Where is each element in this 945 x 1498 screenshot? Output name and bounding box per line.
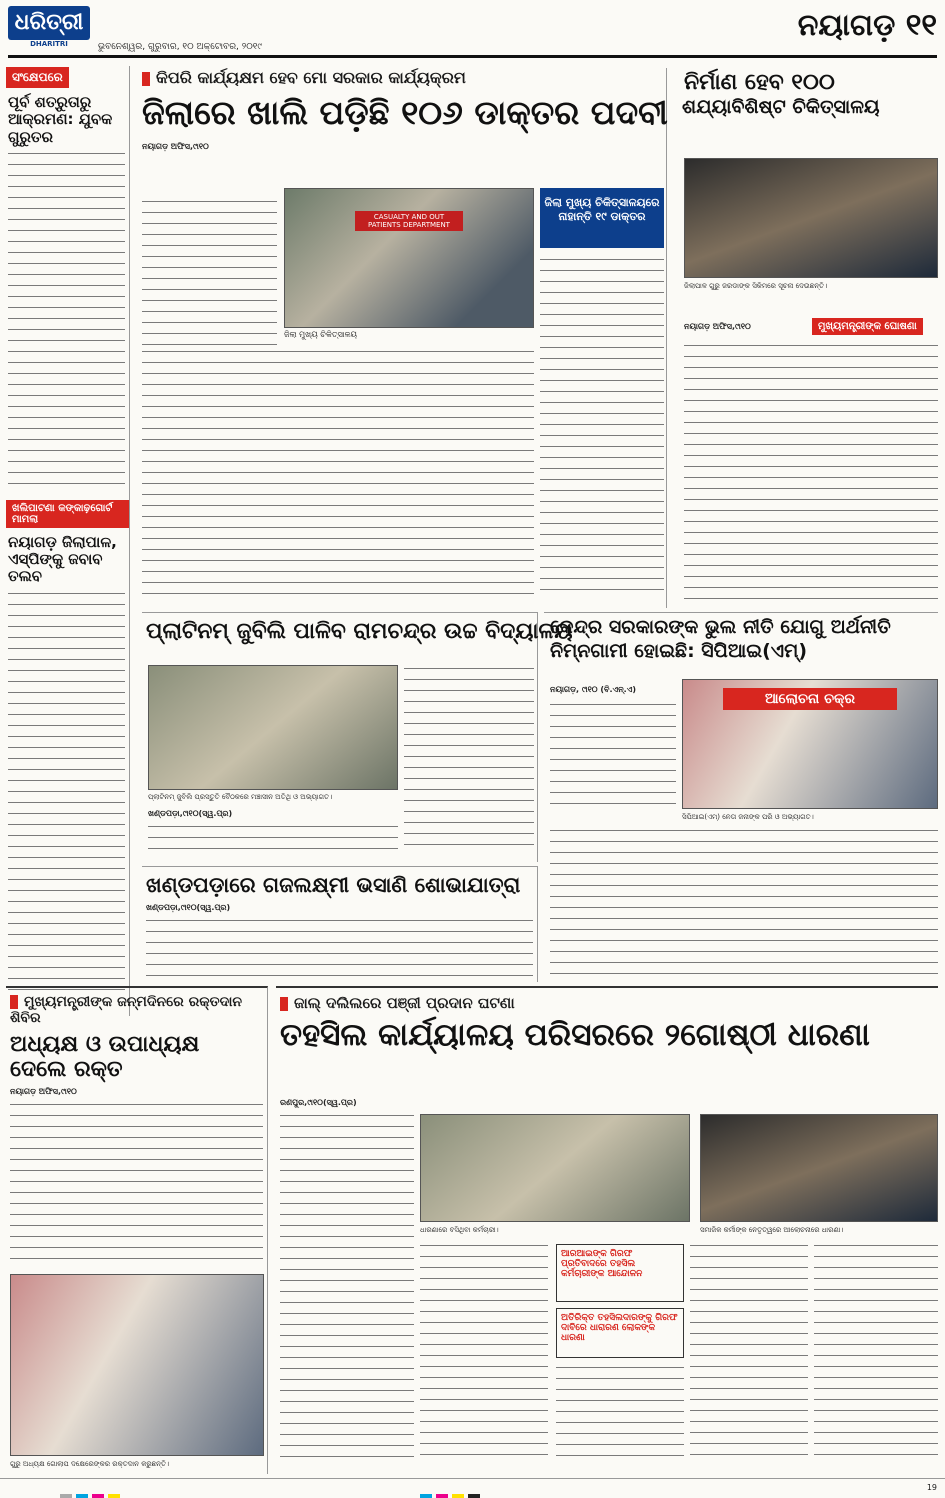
brief-headline-2: ନୟାଗଡ଼ ଜିଲାପାଳ, ଏସ୍ପିଙ୍କୁ ଜବାବ ତଲବ xyxy=(8,532,117,586)
lead-kicker xyxy=(142,68,666,88)
gajalaxmi-headline: ଖଣ୍ଡପଡ଼ାରେ ଗଜଲକ୍ଷ୍ମୀ ଭସାଣି ଶୋଭାଯାତ୍ରା xyxy=(146,873,521,897)
hospital-headline-2: ଶଯ୍ୟାବିଶିଷ୍ଟ ଚିକିତ୍ସାଳୟ xyxy=(682,96,880,119)
tahasil-kicker xyxy=(280,994,934,1012)
briefs-kicker: ସଂକ୍ଷେପରେ xyxy=(6,67,69,88)
dharana-photo-2 xyxy=(700,1114,938,1222)
masthead xyxy=(8,6,937,58)
cpim-dateline: ନୟାଗଡ଼, ୯ା୧୦ (ବି.ଏନ୍.ଏ) xyxy=(550,685,636,694)
cpim-headline-2: ନିମ୍ନଗାମୀ ହୋଇଛି: ସିପିଆଇ(ଏମ୍) xyxy=(550,639,808,662)
page-number: 19 xyxy=(926,1483,937,1492)
tahasil-body-col3 xyxy=(556,1364,684,1462)
tahasil-box-1: ଆରଆଇଙ୍କ ଗିରଫ ପ୍ରତିବାଦରେ ତହସିଲ କର୍ମଚାରୀଙ୍କ ଆନ୍ଦୋଳନ xyxy=(556,1244,684,1302)
blood-headline: ଅଧ୍ୟକ୍ଷ ଓ ଉପାଧ୍ୟକ୍ଷ ଦେଲେ ରକ୍ତ xyxy=(10,1032,200,1083)
hospital-sign: CASUALTY AND OUT PATIENTS DEPARTMENT xyxy=(355,211,463,231)
lead-body-lower xyxy=(142,348,534,598)
registration-marks-left xyxy=(60,1485,124,1498)
tahasil-kicker-marker xyxy=(280,997,288,1011)
lead-body-col4 xyxy=(540,256,664,596)
page-label: ନୟାଗଡ଼ ୧୧ xyxy=(797,8,937,43)
hospital-dateline: ନୟାଗଡ଼ ଅଫିସ,୯ା୧୦ xyxy=(684,322,751,331)
tahasil-body-col4 xyxy=(690,1242,808,1462)
logo-subtitle: DHARITRI xyxy=(30,40,68,48)
hospital-photo-caption: ଜିଲା ମୁଖ୍ୟ ଚିକିତ୍ସାଳୟ xyxy=(284,330,358,339)
lead-subhead-box: ଜିଲା ମୁଖ୍ୟ ଚିକିତ୍ସାଳୟରେ ନାହାନ୍ତି ୧୯ ଡାକ୍ତର xyxy=(540,188,664,248)
blood-kicker-text: ମୁଖ୍ୟମନ୍ତ୍ରୀଙ୍କ ଜନ୍ମଦିନରେ ରକ୍ତଦାନ ଶିବିର xyxy=(10,994,243,1026)
tahasil-box-2: ଅତିରିକ୍ତ ତହସିଲଦାରଙ୍କୁ ଗିରଫ ଦାବିରେ ଧାରାରଣ ଲୋକଙ୍କ ଧାରଣା xyxy=(556,1308,684,1358)
blood-body xyxy=(10,1101,263,1261)
gajalaxmi-story xyxy=(142,866,538,982)
kicker-marker xyxy=(142,72,150,86)
hospital-announcement-story xyxy=(676,70,938,610)
tahasil-dateline: ରଣପୁର,୯ା୧୦(ସ୍ୱ.ପ୍ର) xyxy=(280,1098,357,1107)
cm-announcement-box: ମୁଖ୍ୟମନ୍ତ୍ରୀଙ୍କ ଘୋଷଣା xyxy=(812,318,923,335)
blood-kicker xyxy=(10,994,263,1026)
lead-headline: ଜିଲାରେ ଖାଲି ପଡ଼ିଛି ୧୦୬ ଡାକ୍ତର ପଦବୀ xyxy=(142,93,668,132)
cpim-body-bottom xyxy=(550,827,938,977)
jubilee-body-right xyxy=(404,665,534,855)
jubilee-caption: ପ୍ଲାଟିନମ୍ ଜୁବିଲି ପ୍ରସ୍ତୁତି ବୈଠକରେ ମଞ୍ଚାସୀନ ଅତିଥି ଓ ଅଭ୍ୟାଗତ। xyxy=(148,793,333,801)
jubilee-dateline: ଖଣ୍ଡପଡ଼ା,୯ା୧୦(ସ୍ୱ.ପ୍ର) xyxy=(148,809,233,818)
page-footer xyxy=(0,1478,945,1498)
tahasil-caption-2: ସମାଜିକ କର୍ମୀଙ୍କ ନେତୃତ୍ୱରେ ଅୀଲୋଚନାରେ ଧାରଣା। xyxy=(700,1226,844,1234)
hospital-photo xyxy=(284,188,534,328)
registration-marks-center xyxy=(420,1485,484,1498)
newspaper-logo: ଧରିତ୍ରୀ xyxy=(8,6,90,40)
jubilee-story xyxy=(142,612,573,862)
tahasil-body-col2 xyxy=(420,1242,548,1462)
hospital-body xyxy=(684,342,938,602)
seminar-photo xyxy=(682,679,938,809)
seminar-banner: ଆଲୋଚନା ଚକ୍ର xyxy=(723,688,897,710)
hospital-headline-1: ନିର୍ମାଣ ହେବ ୧୦୦ xyxy=(684,70,835,95)
press-briefing-photo xyxy=(684,158,938,278)
blood-dateline: ନୟାଗଡ଼ ଅଫିସ,୯ା୧୦ xyxy=(10,1086,77,1096)
brief-body-1 xyxy=(8,150,125,490)
seminar-caption: ସିପିଆଇ(ଏମ୍) ନେତା ଜନାଙ୍କ ପରି ଓ ଅଭ୍ୟାଗତ। xyxy=(682,813,814,821)
blood-caption: ଗୁରୁ ଅଧ୍ୟକ୍ଷ ଗୋଲାପ ଦକ୍ଷେରେଙ୍କର ରକ୍ତଦାନ କରୁଛନ୍ତି। xyxy=(10,1460,170,1468)
jubilee-body-left xyxy=(148,823,398,859)
dateline: ଭୁବନେଶ୍ୱର, ଗୁରୁବାର, ୧୦ ଅକ୍ଟୋବର, ୨୦୧୯ xyxy=(98,42,262,52)
tahasil-story xyxy=(276,986,938,1474)
tahasil-body-col1 xyxy=(280,1112,414,1462)
lead-story xyxy=(142,68,667,608)
tahasil-caption-1: ଧାରଣାରେ ବସିଥିବା କର୍ମଚାରୀ। xyxy=(420,1226,499,1234)
cpim-headline-1: କେନ୍ଦ୍ର ସରକାରଙ୍କ ଭୁଲ ନୀତି ଯୋଗୁ ଅର୍ଥନୀତି xyxy=(550,616,891,638)
dharana-photo-1 xyxy=(420,1114,690,1222)
blood-kicker-marker xyxy=(10,995,18,1009)
jubilee-meeting-photo xyxy=(148,665,398,790)
blood-camp-photo xyxy=(10,1274,264,1456)
tahasil-headline: ତହସିଲ କାର୍ଯ୍ୟାଳୟ ପରିସରରେ ୨ଗୋଷ୍ଠୀ ଧାରଣା xyxy=(280,1017,870,1053)
gajalaxmi-dateline: ଖଣ୍ଡପଡ଼ା,୯ା୧୦(ସ୍ୱ.ପ୍ର) xyxy=(146,903,231,913)
blood-donation-story xyxy=(6,986,268,1474)
gajalaxmi-body xyxy=(146,917,533,979)
lead-dateline: ନୟାଗଡ଼ ଅଫିସ,୯ା୧୦ xyxy=(142,141,209,151)
tahasil-body-col5 xyxy=(814,1242,938,1462)
tahasil-kicker-text: ଜାଲ୍ ଦଲିଲରେ ପଞ୍ଜୀ ପ୍ରଦାନ ଘଟଣା xyxy=(294,994,515,1012)
lead-kicker-text: କିପରି କାର୍ଯ୍ୟକ୍ଷମ ହେବ ମୋ ସରକାର କାର୍ଯ୍ୟକ୍ରମ xyxy=(156,68,466,87)
cpim-body-top xyxy=(550,701,676,811)
brief-headline-1: ପୂର୍ବ ଶତ୍ରୁତାରୁ ଆକ୍ରମଣ: ଯୁବକ ଗୁରୁତର xyxy=(8,93,113,146)
briefs-column xyxy=(6,66,130,1016)
jubilee-headline: ପ୍ଲାଟିନମ୍ ଜୁବିଲି ପାଳିବ ରାମଚନ୍ଦ୍ର ଉଚ୍ଚ ବିଦ୍ୟାଳୟ xyxy=(146,619,573,644)
brief-body-2 xyxy=(8,590,125,990)
press-photo-caption: ଜିଲାପାଳ ଗୁରୁ ଜରଡାଙ୍କ ସିକିମରେ ସୂଚନା ଦେଉଛନ୍ତି। xyxy=(684,282,828,290)
cpim-story xyxy=(544,612,938,982)
brief-kicker-2: ଖଲିପାଟଣା କଙ୍କାଢ଼ଗୋର୍ଟ ମାମଲା xyxy=(6,500,129,528)
